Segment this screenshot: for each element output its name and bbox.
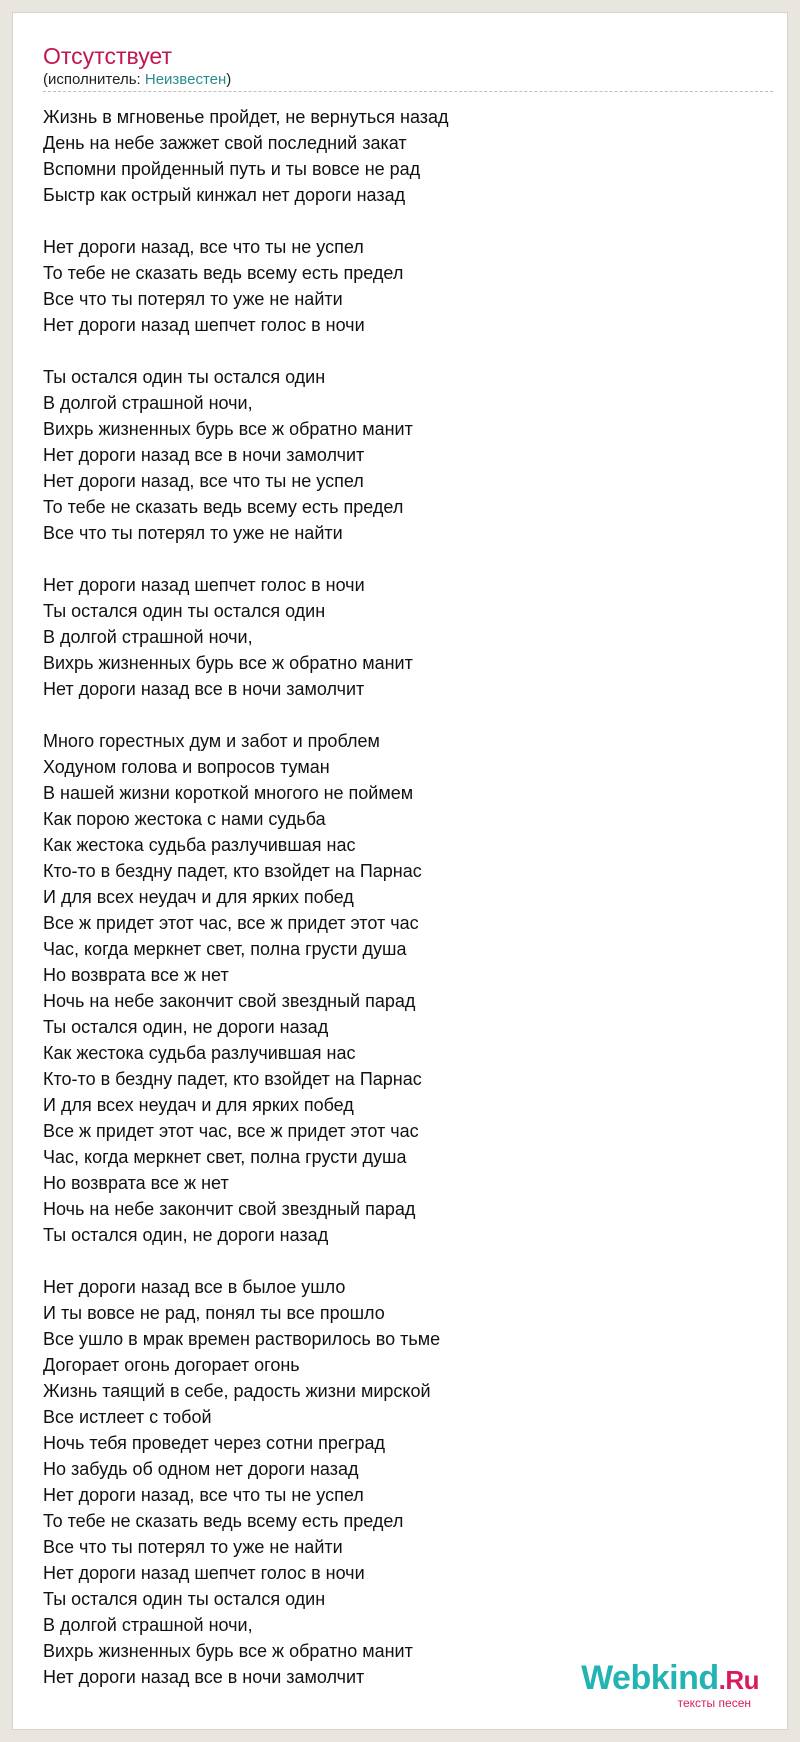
lyric-line: Много горестных дум и забот и проблем [43, 731, 380, 751]
lyric-line: И ты вовсе не рад, понял ты все прошло [43, 1303, 385, 1323]
lyric-line: Быстр как острый кинжал нет дороги назад [43, 185, 406, 205]
lyric-line: Все что ты потерял то уже не найти [43, 289, 343, 309]
lyric-line: Все ж придет этот час, все ж придет этот час [43, 913, 419, 933]
meta-close: ) [226, 71, 232, 88]
lyric-line: Нет дороги назад все в былое ушло [43, 1277, 346, 1297]
lyric-line: Вихрь жизненных бурь все ж обратно манит [43, 653, 413, 673]
lyric-line: Ты остался один ты остался один [43, 367, 326, 387]
lyric-line: В нашей жизни короткой многого не поймем [43, 783, 414, 803]
lyric-line: В долгой страшной ночи, [43, 1615, 253, 1635]
lyric-line: И для всех неудач и для ярких побед [43, 1095, 354, 1115]
watermark-logo [539, 1659, 759, 1699]
lyric-line: Но забудь об одном нет дороги назад [43, 1459, 359, 1479]
lyric-line: Нет дороги назад, все что ты не успел [43, 471, 364, 491]
verse [43, 572, 773, 702]
lyric-line: Ночь на небе закончит свой звездный парад [43, 991, 416, 1011]
webkind-watermark [539, 1659, 759, 1713]
lyric-line: То тебе не сказать ведь всему есть предел [43, 263, 404, 283]
lyric-line: В долгой страшной ночи, [43, 393, 253, 413]
lyric-line: Но возврата все ж нет [43, 965, 229, 985]
lyric-line: То тебе не сказать ведь всему есть предел [43, 497, 404, 517]
lyric-line: Кто-то в бездну падет, кто взойдет на Парнас [43, 861, 422, 881]
lyric-line: Догорает огонь догорает огонь [43, 1355, 300, 1375]
lyric-line: Час, когда меркнет свет, полна грусти душа [43, 1147, 407, 1167]
song-header [43, 43, 773, 89]
lyric-line: Но возврата все ж нет [43, 1173, 229, 1193]
watermark-tagline: тексты песен [677, 1696, 751, 1710]
lyric-line: Как порою жестока с нами судьба [43, 809, 326, 829]
lyric-line: Ты остался один ты остался один [43, 601, 326, 621]
watermark-tld: .Ru [718, 1665, 759, 1695]
verse [43, 104, 773, 208]
lyric-line: Ты остался один ты остался один [43, 1589, 326, 1609]
lyrics-card [12, 12, 788, 1730]
lyric-line: Ты остался один, не дороги назад [43, 1225, 329, 1245]
artist-link[interactable]: Неизвестен [144, 71, 227, 88]
lyric-line: Вихрь жизненных бурь все ж обратно манит [43, 419, 413, 439]
lyric-line: Как жестока судьба разлучившая нас [43, 835, 356, 855]
lyric-line: Жизнь таящий в себе, радость жизни мирской [43, 1381, 431, 1401]
lyric-line: Все что ты потерял то уже не найти [43, 1537, 343, 1557]
lyric-line: Вспомни пройденный путь и ты вовсе не рад [43, 159, 421, 179]
verse [43, 364, 773, 546]
verse [43, 728, 773, 1248]
lyric-line: То тебе не сказать ведь всему есть предел [43, 1511, 404, 1531]
lyric-line: Нет дороги назад, все что ты не успел [43, 1485, 364, 1505]
lyric-line: Нет дороги назад все в ночи замолчит [43, 445, 365, 465]
verse [43, 234, 773, 338]
lyric-line: И для всех неудач и для ярких побед [43, 887, 354, 907]
meta-open: (исполнитель: [43, 71, 145, 88]
lyric-line: Ты остался один, не дороги назад [43, 1017, 329, 1037]
verse [43, 1274, 773, 1690]
lyric-line: Ходуном голова и вопросов туман [43, 757, 330, 777]
lyric-line: Как жестока судьба разлучившая нас [43, 1043, 356, 1063]
lyric-line: Нет дороги назад шепчет голос в ночи [43, 315, 365, 335]
lyric-line: Все ж придет этот час, все ж придет этот час [43, 1121, 419, 1141]
lyric-line: Нет дороги назад все в ночи замолчит [43, 679, 365, 699]
lyric-line: Ночь на небе закончит свой звездный парад [43, 1199, 416, 1219]
lyric-line: Вихрь жизненных бурь все ж обратно манит [43, 1641, 413, 1661]
lyric-line: Нет дороги назад шепчет голос в ночи [43, 1563, 365, 1583]
lyric-line: В долгой страшной ночи, [43, 627, 253, 647]
lyrics-body [43, 104, 773, 1690]
lyric-line: День на небе зажжет свой последний закат [43, 133, 407, 153]
lyric-line: Кто-то в бездну падет, кто взойдет на Парнас [43, 1069, 422, 1089]
lyric-line: Ночь тебя проведет через сотни преград [43, 1433, 385, 1453]
song-title: Отсутствует [43, 43, 172, 69]
lyric-line: Нет дороги назад шепчет голос в ночи [43, 575, 365, 595]
lyric-line: Все ушло в мрак времен растворилось во тьме [43, 1329, 441, 1349]
song-meta [43, 71, 773, 89]
lyric-line: Жизнь в мгновенье пройдет, не вернуться назад [43, 107, 449, 127]
lyric-line: Час, когда меркнет свет, полна грусти душа [43, 939, 407, 959]
lyric-line: Нет дороги назад, все что ты не успел [43, 237, 364, 257]
watermark-brand: Webkind [581, 1659, 719, 1697]
header-divider [43, 91, 773, 92]
lyric-line: Все истлеет с тобой [43, 1407, 212, 1427]
lyric-line: Нет дороги назад все в ночи замолчит [43, 1667, 365, 1687]
lyric-line: Все что ты потерял то уже не найти [43, 523, 343, 543]
